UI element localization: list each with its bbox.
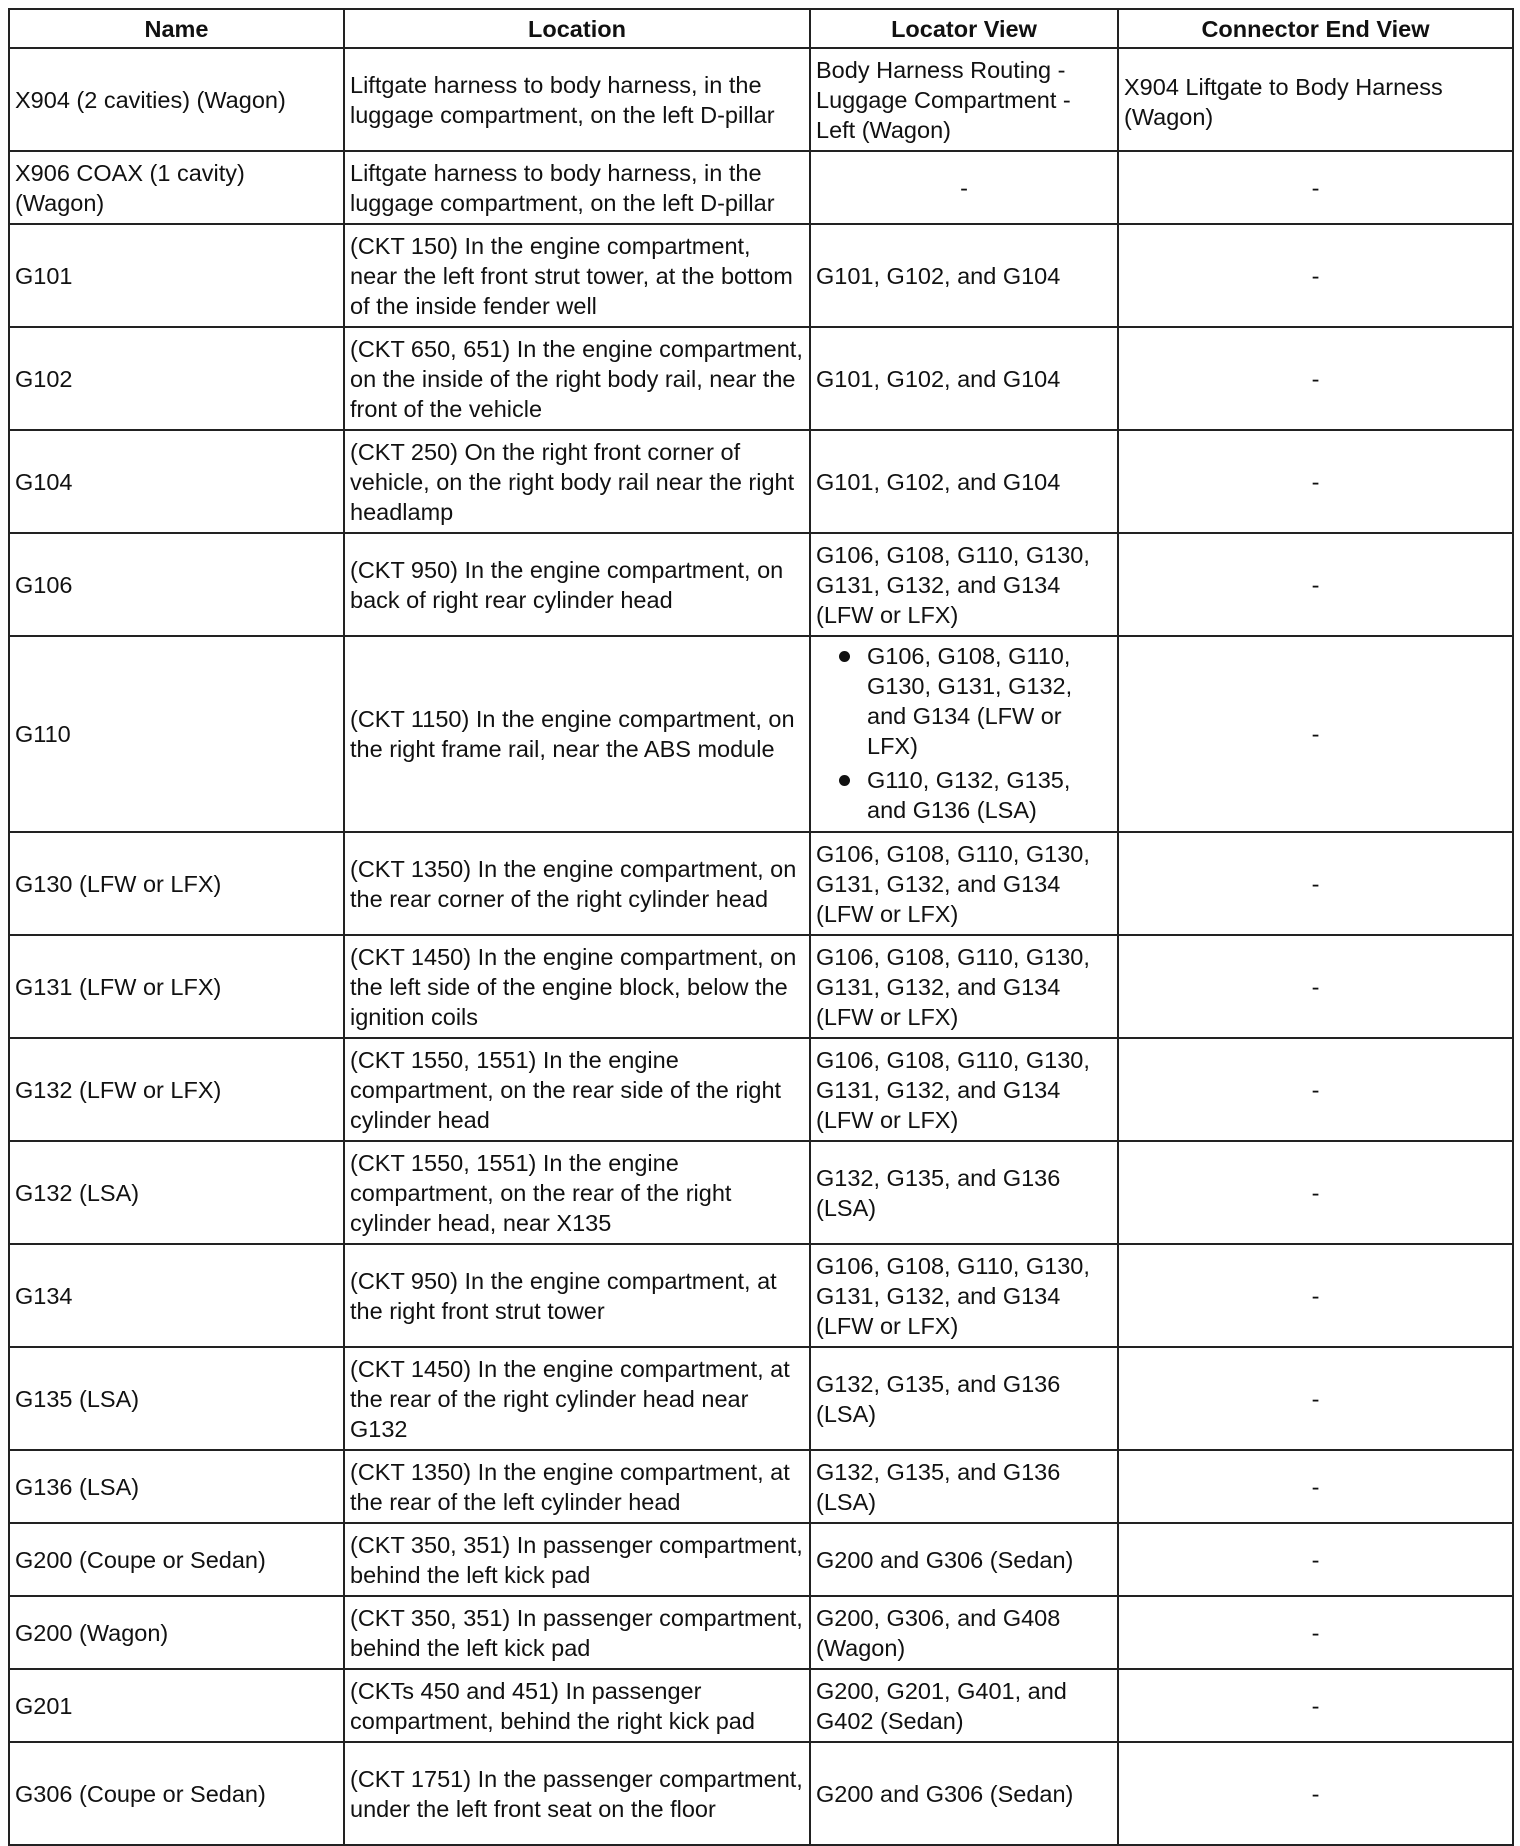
table-row [9, 935, 1513, 1038]
table-row [9, 533, 1513, 636]
cell-locator-view: G200, G306, and G408 (Wagon) [810, 1596, 1118, 1669]
cell-location: (CKT 250) On the right front corner of vehicle, on the right body rail near the right headlamp [344, 430, 810, 533]
cell-location: (CKT 1751) In the passenger compartment, under the left front seat on the floor [344, 1742, 810, 1845]
cell-location: (CKT 1350) In the engine compartment, on the rear corner of the right cylinder head [344, 832, 810, 935]
cell-connector-end-view: - [1118, 1523, 1513, 1596]
cell-locator-view: G101, G102, and G104 [810, 224, 1118, 327]
header-connector-end-view: Connector End View [1118, 9, 1513, 48]
cell-location: (CKT 350, 351) In passenger compartment, behind the left kick pad [344, 1523, 810, 1596]
cell-name: G130 (LFW or LFX) [9, 832, 344, 935]
cell-locator-view [810, 636, 1118, 832]
locator-view-list [816, 641, 1112, 825]
cell-connector-end-view: - [1118, 1244, 1513, 1347]
cell-locator-view: G106, G108, G110, G130, G131, G132, and G134 (LFW or LFX) [810, 935, 1118, 1038]
cell-locator-view: G101, G102, and G104 [810, 430, 1118, 533]
header-locator-view: Locator View [810, 9, 1118, 48]
cell-location: (CKT 350, 351) In passenger compartment, behind the left kick pad [344, 1596, 810, 1669]
list-item: G110, G132, G135, and G136 (LSA) [822, 765, 1112, 825]
cell-connector-end-view: - [1118, 430, 1513, 533]
table-row [9, 1038, 1513, 1141]
cell-name: G101 [9, 224, 344, 327]
cell-locator-view: Body Harness Routing - Luggage Compartment - Left (Wagon) [810, 48, 1118, 151]
cell-location: (CKT 650, 651) In the engine compartment, on the inside of the right body rail, near the front of the vehicle [344, 327, 810, 430]
cell-connector-end-view: - [1118, 1742, 1513, 1845]
cell-location: (CKT 1450) In the engine compartment, at the rear of the right cylinder head near G132 [344, 1347, 810, 1450]
cell-locator-view: G200 and G306 (Sedan) [810, 1523, 1118, 1596]
cell-name: G136 (LSA) [9, 1450, 344, 1523]
table-row [9, 1450, 1513, 1523]
table-row [9, 151, 1513, 224]
cell-connector-end-view: - [1118, 151, 1513, 224]
cell-location: (CKT 1450) In the engine compartment, on the left side of the engine block, below the ignition coils [344, 935, 810, 1038]
cell-connector-end-view: X904 Liftgate to Body Harness (Wagon) [1118, 48, 1513, 151]
table-row [9, 636, 1513, 832]
cell-connector-end-view: - [1118, 636, 1513, 832]
cell-locator-view: G106, G108, G110, G130, G131, G132, and G134 (LFW or LFX) [810, 832, 1118, 935]
table-row [9, 224, 1513, 327]
table-row [9, 1141, 1513, 1244]
cell-connector-end-view: - [1118, 832, 1513, 935]
cell-name: G200 (Wagon) [9, 1596, 344, 1669]
cell-location: (CKT 1550, 1551) In the engine compartment, on the rear of the right cylinder head, near X135 [344, 1141, 810, 1244]
cell-locator-view: - [810, 151, 1118, 224]
cell-connector-end-view: - [1118, 1450, 1513, 1523]
cell-location: (CKT 1150) In the engine compartment, on the right frame rail, near the ABS module [344, 636, 810, 832]
cell-connector-end-view: - [1118, 1669, 1513, 1742]
cell-connector-end-view: - [1118, 224, 1513, 327]
cell-locator-view: G200, G201, G401, and G402 (Sedan) [810, 1669, 1118, 1742]
cell-name: G201 [9, 1669, 344, 1742]
table-row [9, 430, 1513, 533]
cell-name: G306 (Coupe or Sedan) [9, 1742, 344, 1845]
cell-locator-view: G132, G135, and G136 (LSA) [810, 1347, 1118, 1450]
cell-name: G132 (LSA) [9, 1141, 344, 1244]
table-row [9, 1596, 1513, 1669]
cell-name: X904 (2 cavities) (Wagon) [9, 48, 344, 151]
cell-name: G104 [9, 430, 344, 533]
cell-name: G135 (LSA) [9, 1347, 344, 1450]
cell-locator-view: G106, G108, G110, G130, G131, G132, and G134 (LFW or LFX) [810, 1038, 1118, 1141]
cell-locator-view: G200 and G306 (Sedan) [810, 1742, 1118, 1845]
cell-location: (CKTs 450 and 451) In passenger compartment, behind the right kick pad [344, 1669, 810, 1742]
cell-connector-end-view: - [1118, 1038, 1513, 1141]
table-row [9, 1742, 1513, 1845]
cell-location: (CKT 950) In the engine compartment, at the right front strut tower [344, 1244, 810, 1347]
table-row [9, 48, 1513, 151]
cell-name: X906 COAX (1 cavity) (Wagon) [9, 151, 344, 224]
cell-locator-view: G132, G135, and G136 (LSA) [810, 1141, 1118, 1244]
table-row [9, 1244, 1513, 1347]
cell-location: Liftgate harness to body harness, in the luggage compartment, on the left D-pillar [344, 48, 810, 151]
cell-connector-end-view: - [1118, 327, 1513, 430]
cell-name: G102 [9, 327, 344, 430]
cell-connector-end-view: - [1118, 1347, 1513, 1450]
header-name: Name [9, 9, 344, 48]
header-location: Location [344, 9, 810, 48]
cell-locator-view: G101, G102, and G104 [810, 327, 1118, 430]
cell-connector-end-view: - [1118, 533, 1513, 636]
cell-name: G134 [9, 1244, 344, 1347]
cell-locator-view: G106, G108, G110, G130, G131, G132, and G134 (LFW or LFX) [810, 533, 1118, 636]
list-item: G106, G108, G110, G130, G131, G132, and G134 (LFW or LFX) [822, 641, 1112, 761]
table-row [9, 327, 1513, 430]
cell-location: (CKT 1550, 1551) In the engine compartment, on the rear side of the right cylinder head [344, 1038, 810, 1141]
cell-name: G132 (LFW or LFX) [9, 1038, 344, 1141]
table-row [9, 1669, 1513, 1742]
cell-name: G200 (Coupe or Sedan) [9, 1523, 344, 1596]
connector-locations-table [8, 8, 1514, 1846]
cell-locator-view: G132, G135, and G136 (LSA) [810, 1450, 1118, 1523]
cell-location: (CKT 150) In the engine compartment, near the left front strut tower, at the bottom of the inside fender well [344, 224, 810, 327]
cell-connector-end-view: - [1118, 935, 1513, 1038]
table-header-row [9, 9, 1513, 48]
cell-location: (CKT 950) In the engine compartment, on back of right rear cylinder head [344, 533, 810, 636]
table-row [9, 832, 1513, 935]
cell-name: G131 (LFW or LFX) [9, 935, 344, 1038]
cell-locator-view: G106, G108, G110, G130, G131, G132, and G134 (LFW or LFX) [810, 1244, 1118, 1347]
cell-location: Liftgate harness to body harness, in the luggage compartment, on the left D-pillar [344, 151, 810, 224]
cell-location: (CKT 1350) In the engine compartment, at the rear of the left cylinder head [344, 1450, 810, 1523]
table-row [9, 1347, 1513, 1450]
cell-name: G110 [9, 636, 344, 832]
table-row [9, 1523, 1513, 1596]
cell-connector-end-view: - [1118, 1596, 1513, 1669]
cell-name: G106 [9, 533, 344, 636]
cell-connector-end-view: - [1118, 1141, 1513, 1244]
